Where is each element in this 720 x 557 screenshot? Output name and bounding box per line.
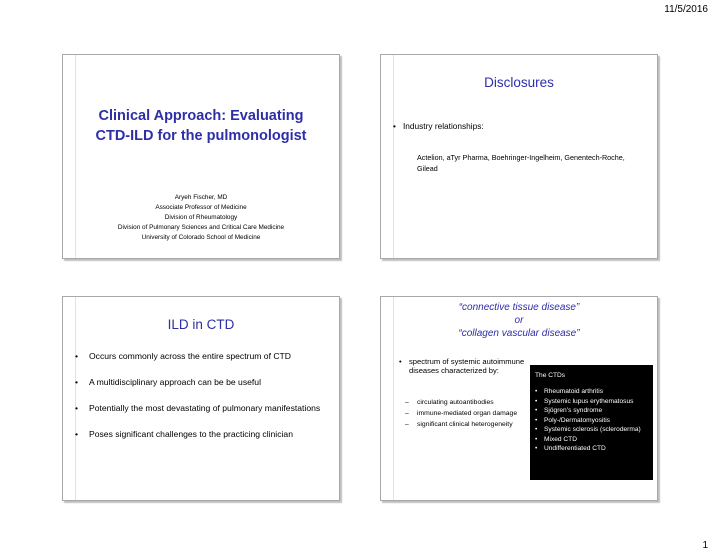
- disclosures-bullet-text: Industry relationships:: [403, 121, 484, 131]
- list-item: [535, 398, 648, 406]
- bullet-icon: •: [535, 426, 538, 433]
- list-item-text: Undifferentiated CTD: [544, 445, 606, 452]
- author-division-rheumatology: Division of Rheumatology: [164, 214, 238, 221]
- dash-icon: –: [405, 410, 409, 417]
- page-date: 11/5/2016: [664, 4, 708, 15]
- list-item: [535, 388, 648, 396]
- slide-disclosures: [380, 54, 658, 259]
- bullet-icon: •: [535, 435, 538, 443]
- list-item: [535, 436, 648, 444]
- slide-ild-in-ctd: [62, 296, 340, 501]
- ctd-definition-bullet-text: spectrum of systemic autoimmune diseases characterized by:: [409, 357, 525, 375]
- list-item: [75, 350, 335, 362]
- list-item-text: circulating autoantibodies: [417, 399, 494, 406]
- disclosures-detail: Actelion, aTyr Pharma, Boehringer-Ingelheim, Genentech-Roche, Gilead: [417, 153, 625, 173]
- dash-icon: –: [405, 421, 409, 428]
- slide-ctd-definition: [380, 296, 658, 501]
- ctd-characteristics-list: [405, 399, 531, 432]
- list-item: [535, 426, 648, 434]
- list-item: [535, 407, 648, 415]
- presentation-title: [73, 106, 329, 146]
- author-position: Associate Professor of Medicine: [155, 204, 247, 211]
- list-item-text: Poly-/Dermatomyositis: [544, 416, 610, 424]
- ild-title: ILD in CTD: [167, 317, 235, 332]
- list-item-text: Potentially the most devastating of pulmonary manifestations: [89, 403, 321, 413]
- disclosures-title: Disclosures: [484, 75, 554, 90]
- bullet-icon: •: [535, 416, 538, 424]
- author-institution: University of Colorado School of Medicine: [141, 234, 261, 241]
- list-item-text: Rheumatoid arthritis: [544, 388, 604, 395]
- page-number: 1: [702, 540, 708, 551]
- bullet-icon: •: [75, 403, 79, 413]
- ctd-definition-bullet: [399, 357, 529, 375]
- list-item-text: Occurs commonly across the entire spectrum of CTD: [89, 351, 292, 361]
- disclosures-bullet: [393, 121, 484, 131]
- list-item-text: Sjögren’s syndrome: [544, 407, 603, 414]
- list-item-text: Poses significant challenges to the practicing clinician: [89, 429, 293, 439]
- bullet-icon: •: [535, 388, 538, 395]
- bullet-icon: •: [75, 377, 79, 387]
- author-block: [71, 193, 331, 243]
- author-division-pulmonary: Division of Pulmonary Sciences and Critical Care Medicine: [117, 224, 285, 231]
- bullet-icon: •: [75, 429, 79, 439]
- list-item-text: A multidisciplinary approach can be be useful: [89, 377, 261, 387]
- ctd-list-box: [530, 365, 653, 480]
- list-item: [535, 445, 648, 453]
- list-item: [405, 421, 531, 429]
- list-item-text: Mixed CTD: [544, 435, 577, 443]
- bullet-icon: •: [393, 121, 396, 131]
- ctd-title-line-1: “connective tissue disease”: [458, 302, 580, 313]
- ctd-box-title: The CTDs: [535, 372, 566, 379]
- bullet-icon: •: [75, 351, 79, 361]
- dash-icon: –: [405, 399, 409, 406]
- presentation-title-line-1: Clinical Approach: Evaluating: [98, 108, 304, 124]
- list-item: [75, 402, 335, 414]
- ild-bullet-list: [75, 350, 335, 454]
- slide-title: [62, 54, 340, 259]
- list-item: [405, 399, 531, 407]
- bullet-icon: •: [535, 397, 538, 405]
- bullet-icon: •: [535, 407, 538, 414]
- ctd-title-line-2: or: [514, 315, 524, 326]
- ctd-title-line-3: “collagen vascular disease”: [458, 328, 580, 339]
- list-item: [75, 376, 335, 388]
- bullet-icon: •: [399, 357, 402, 366]
- bullet-icon: •: [535, 445, 538, 452]
- presentation-title-line-2: CTD-ILD for the pulmonologist: [95, 128, 307, 144]
- list-item-text: significant clinical heterogeneity: [417, 421, 513, 428]
- list-item: [405, 410, 531, 418]
- author-name: Aryeh Fischer, MD: [174, 194, 228, 201]
- list-item-text: Systemic lupus erythematosus: [544, 397, 634, 405]
- list-item-text: Systemic sclerosis (scleroderma): [544, 426, 641, 433]
- list-item-text: immune-mediated organ damage: [417, 410, 518, 417]
- list-item: [535, 417, 648, 425]
- ctd-list: [535, 388, 648, 453]
- list-item: [75, 428, 335, 440]
- ctd-definition-title: [381, 301, 657, 340]
